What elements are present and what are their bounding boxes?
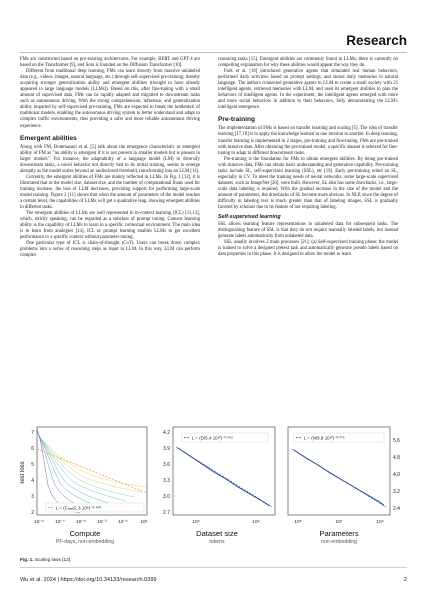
paragraph: Currently, the emergent abilities of FMs are mainly reflected in LLMs. In Fig. 1 [12], it is illustrated that as the model size, dataset size, and the number of computational floats used for training increase, the loss of LLM decreases, providing support for performing large-scale model training. Figure 2 [11] shows that when the amount of parameters of the model reaches a certain level, the capabilities of LLMs will get a qualitative leap, showing emergent abilities in different tasks.	[20, 174, 200, 211]
section-heading: Emergent abilities	[20, 134, 77, 142]
paragraph: Different from traditional deep learning, FMs can learn directly from massive unlabeled data (e.g., videos, images, natural language, etc.) through self-supervised pre-training, thereby acquiring stronger generalization ability and emergent abilities (thought to have already appeared in large language models [LLMs]). Based on this, after fine-tuning with a small amount of supervised data, FMs can be rapidly adapted and migrated to downstream tasks such as autonomous driving. With the strong comprehension, inference, and generalization ability imparted by self-supervised pre-training, FMs are expected to break the bottleneck of traditional models, enabling the autonomous driving system to better understand and adapt to complex traffic environments, thus providing a safer and more reliable autonomous driving experience.	[20, 69, 200, 129]
footer	[20, 577, 407, 583]
footer-divider	[20, 567, 407, 568]
figure-scaling-laws	[20, 423, 407, 555]
figure-caption	[20, 557, 71, 562]
y-tick-label: 3.6	[163, 462, 170, 468]
x-tick-label: 10¹	[140, 520, 148, 525]
x-tick-label: 10⁻³	[97, 520, 107, 525]
x-tick-label: 10⁷	[335, 520, 343, 525]
y-tick-label: 6	[31, 446, 34, 452]
data-series-line	[294, 450, 384, 505]
loss-curve	[38, 433, 106, 511]
citation-link[interactable]: Wu et al. 2024 | https://doi.org/10.34133/research.0399	[20, 577, 157, 583]
paragraph: The emergent abilities of LLMs are well represented in in-context learning (ICL) [11,13], which, strictly speaking, can be regarded as a subclass of prompt tuning. Context learning ability is the capability of LLMs to learn in a specific contextual environment. The main idea is to learn from analogies [14]. ICL or prompt learning enables LLMs to get excellent performance in a specific context without parameter tuning.	[20, 211, 200, 241]
chart-subtitle: PF-days, non-embedding	[55, 539, 115, 545]
x-tick-label: 10⁻¹	[118, 520, 128, 525]
chart-compute	[20, 423, 150, 555]
page-number: 2	[403, 577, 407, 583]
caption-text: Scaling laws [12].	[33, 557, 72, 562]
legend-text: L = (N/8.8·10¹³)⁻⁰·⁰⁷⁶	[304, 435, 345, 441]
loss-curve	[44, 441, 142, 492]
loss-curve	[46, 443, 146, 487]
y-tick-label: 7	[31, 430, 34, 436]
loss-curve	[42, 439, 134, 497]
chart-parameters	[284, 423, 407, 555]
paragraph: SSL usually involves 2 main processes [21]: (a) Self-supervised training phase: the model is trained to solve a designed pretext task and automatically generate pseudo labels based on data properties in this phase. It is designed to allow the model to learn	[218, 240, 398, 258]
y-axis-label: Test loss	[20, 461, 26, 485]
y-tick-label: 3.9	[163, 446, 170, 452]
plot-frame	[37, 427, 147, 515]
fit-line	[37, 449, 147, 493]
chart-title: Compute	[69, 529, 101, 538]
right-column	[218, 57, 398, 258]
legend-text: L = (D/5.4·10¹³)⁻⁰·⁰⁹⁵	[192, 435, 233, 441]
y-tick-label: 2.4	[393, 506, 400, 512]
y-tick-label: 5	[31, 462, 34, 468]
chart-subtitle: tokens	[209, 539, 225, 545]
paragraph: FMs are constructed based on pre-existing architectures. For example, BERT and GPT-4 are based on the Transformer [9], and Sora is founded on the Diffusion Transformer [10].	[20, 57, 200, 69]
legend-text: L = (Cₘᵢₙ/2.3·10⁸)⁻⁰·⁰⁵⁰	[56, 505, 101, 511]
chart-parameters-svg	[284, 423, 407, 527]
loss-curve	[40, 437, 126, 501]
x-tick-label: 10⁹	[252, 520, 260, 525]
y-tick-label: 3.2	[393, 489, 400, 495]
chart-title: Dataset size	[196, 529, 238, 538]
y-tick-label: 4.2	[163, 430, 170, 436]
y-tick-label: 4.8	[393, 455, 400, 461]
x-tick-label: 10⁵	[294, 520, 302, 525]
chart-subtitle: non-embedding	[320, 539, 358, 545]
left-column	[20, 57, 200, 259]
x-tick-label: 10⁻⁹	[34, 520, 44, 525]
loss-curve	[39, 435, 116, 505]
paragraph: SSL allows learning feature representations in unlabeled data for subsequent tasks. The distinguishing feature of SSL is that they do not require manually labeled labels, but instead generate labels automatically from unlabeled data.	[218, 222, 398, 240]
data-series-line	[178, 448, 270, 506]
chart-dataset-size-svg	[156, 423, 278, 527]
y-tick-label: 4.0	[393, 472, 400, 478]
y-tick-label: 3	[31, 494, 34, 500]
paragraph: Along with FM, Bommasani et al. [5] talk about the emergence characteristic or emergent ability of FM as "an ability is emergent if it is not present in smaller models but is present in larger models". For instance, the adaptability of a language model (LM) to diversify downstream tasks, a novel behavior not directly tied to its initial training, seems to emerge abruptly as the model scales beyond an undisclosed threshold, transforming into an LLM [11].	[20, 144, 200, 174]
caption-label: Fig. 1.	[20, 557, 34, 562]
y-tick-label: 3.3	[163, 478, 170, 484]
x-tick-label: 10⁻⁵	[76, 520, 86, 525]
x-tick-label: 10⁹	[376, 520, 384, 525]
y-tick-label: 5.6	[393, 438, 400, 444]
chart-dataset-size	[156, 423, 278, 555]
chart-compute-svg	[20, 423, 150, 527]
subsection-heading: Self-supervised learning	[218, 214, 281, 221]
y-tick-label: 2	[31, 510, 34, 516]
chart-title: Parameters	[319, 529, 359, 538]
journal-name: Research	[346, 33, 407, 48]
paragraph: Pre-training is the foundation for FMs to obtain emergent abilities. By being pre-trained with massive data, FMs can obtain basic understanding and generative capability. Pre-training tasks include SL, self-supervised learning (SSL), etc [19]. Early pre-training relied on SL, especially in CV. To meet the training needs of neural networks, some large-scale supervised datasets, such as ImageNet [20], were built. However, SL also has some drawbacks, i.e., large-scale data labeling is required. With the gradual increase in the size of the model and the amount of parameters, the drawbacks of SL become more obvious. In NLP, since the degree of difficulty in labeling text is much greater than that of labeling images, SSL is gradually favored by scholars due to its feature of not requiring labeling.	[218, 156, 399, 211]
paragraph: reasoning tasks [15]. Emergent abilities are commonly found in LLMs; there is currently no compelling explanation for why these abilities would appear the way they do.	[218, 57, 398, 69]
y-tick-label: 2.7	[163, 510, 170, 516]
x-tick-label: 10⁻⁷	[55, 520, 65, 525]
paragraph: One particular type of ICL is chain-of-thought (CoT). Users can break down complex problems into a series of reasoning steps as input to LLM. In this way, LLM can perform complex	[20, 241, 200, 259]
x-tick-label: 10⁸	[192, 520, 200, 525]
paragraph: The implementation of FMs is based on transfer learning and scaling [5]. The idea of transfer learning [17,18] is to apply the knowledge learned in one mission to another. In deep learning, transfer learning is implemented in 2 stages, pre-training and fine-tuning. FMs are pre-trained with massive data. After obtaining the pre-trained model, a specific dataset is selected for fine-tuning to adapt to different downstream tasks.	[218, 126, 398, 156]
y-tick-label: 4	[31, 478, 34, 484]
header-divider	[20, 52, 407, 53]
section-heading: Pre-training	[218, 116, 256, 124]
paragraph: Park et al. [16] introduced generative agents that simulated real human behaviors, performed daily activities based on prompt settings, and stored daily memories in natural language. The authors connected generative agents to LLM to create a small society with 25 intelligent agents, retrieved memories with LLM, and used its emergent abilities to plan the behaviors of intelligent agents. In the experiment, the intelligent agents emerged with more and more social behaviors in addition to their behaviors, fully demonstrating the LLM's intelligent emergence.	[218, 69, 398, 111]
y-tick-label: 3.0	[163, 494, 170, 500]
